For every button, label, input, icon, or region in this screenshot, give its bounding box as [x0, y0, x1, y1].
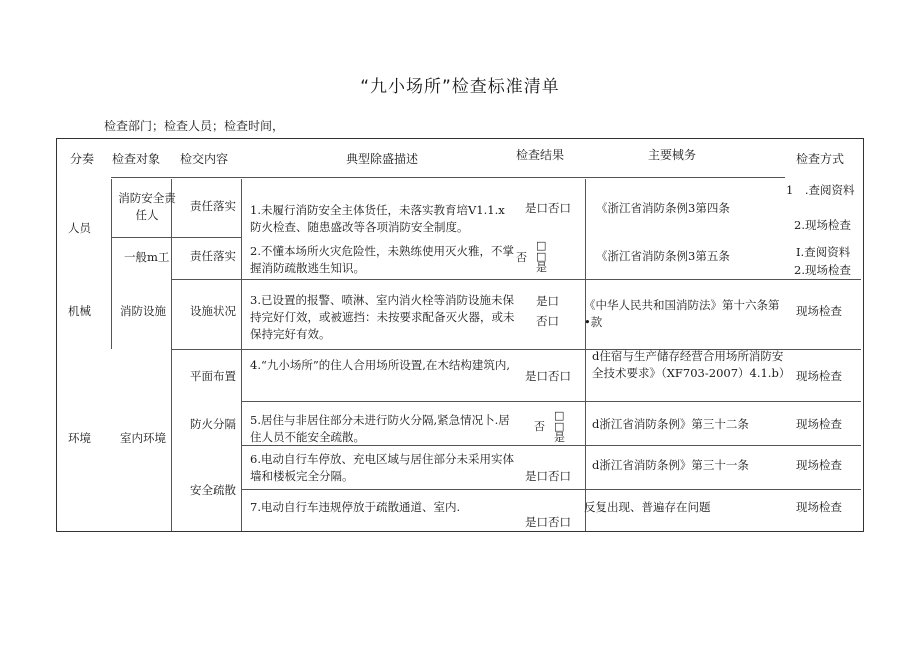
- result-2-box-b[interactable]: □: [536, 250, 547, 263]
- header-law: 主要棫务: [648, 148, 697, 162]
- col-rule: [585, 179, 586, 531]
- header-method: 检查方式: [796, 152, 845, 166]
- method-2b: 2.现场检查: [794, 263, 851, 277]
- category-people: 人员: [68, 221, 91, 235]
- method-1b: 2.现场检查: [794, 218, 851, 232]
- object-staff: 一般m工: [124, 250, 170, 264]
- result-6-checkbox[interactable]: 是口否口: [525, 469, 571, 483]
- desc-7: 7.电动自行车违规停放于疏散通道、室内.: [250, 500, 461, 514]
- result-5-no[interactable]: 否: [534, 420, 545, 433]
- page-title: “九小场所”检查标准清单: [360, 77, 560, 97]
- header-result: 检查结果: [516, 148, 565, 162]
- method-6: 现场检查: [796, 458, 842, 472]
- row-rule: [171, 237, 241, 238]
- object-indoor-env: 室内环境: [120, 431, 166, 445]
- law-7: 反复出现、普遍存在问题: [584, 500, 711, 514]
- row-rule: [241, 279, 861, 280]
- law-5: d浙江省消防条例》第三十二条: [592, 417, 749, 431]
- law-4: d住宿与生产储存经营合用场所消防安全技术要求》（XF703-2007）4.1.b）: [592, 349, 791, 380]
- object-fire-facilities: 消防设施: [120, 304, 166, 318]
- content-fire-separation: 防火分隔: [190, 417, 236, 431]
- row-rule: [241, 401, 861, 402]
- law-2: 《浙江省消防条例3第五条: [596, 249, 730, 263]
- content-layout: 平面布置: [190, 369, 236, 383]
- header-rule-law: [585, 177, 785, 178]
- col-rule: [241, 179, 242, 531]
- law-1: 《浙江省消防条例3第四条: [596, 201, 730, 215]
- desc-5: 5.居住与非居住部分未进行防火分隔,紧急情况卜.居住人员不能安全疏散。: [250, 413, 510, 444]
- desc-4: 4.“九小场所”的住人合用场所设置,在木结构建筑内,: [250, 358, 511, 372]
- category-machine: 机械: [68, 304, 91, 318]
- desc-2: 2.不懂本场所火灾危险性，未熟练使用灭火雅，不掌握消防疏散逃生知识。: [250, 244, 514, 275]
- result-2-no[interactable]: 否: [516, 251, 527, 264]
- method-2a: I.查阅资料: [796, 245, 851, 259]
- method-5: 现场检查: [796, 417, 842, 431]
- result-7-checkbox[interactable]: 是口否口: [525, 515, 571, 529]
- result-1-checkbox[interactable]: 是口否口: [525, 201, 571, 215]
- content-responsibility-1: 责任落实: [190, 199, 236, 213]
- header-category: 分奏: [70, 152, 95, 166]
- result-5-box-a[interactable]: □: [554, 409, 565, 422]
- col-rule: [111, 179, 112, 349]
- law-6: d浙江省消防条例》第三十一条: [592, 458, 749, 472]
- content-facility-status: 设施状况: [190, 304, 236, 318]
- method-7: 现场检查: [796, 500, 842, 514]
- method-3: 现场检查: [796, 304, 842, 318]
- content-evacuation: 安全疏散: [190, 483, 236, 497]
- header-description: 典型除盛描述: [346, 152, 419, 166]
- desc-3: 3.已设置的报警、喷淋、室内消火栓等消防设施未保持完好仃效，或被遮挡：未按要求配备灭火器，或未保持完好有效。: [250, 293, 515, 341]
- result-4-checkbox[interactable]: 是口否口: [525, 369, 571, 383]
- object-safety-officer: 消防安全责任人: [118, 191, 176, 222]
- content-responsibility-2: 责任落实: [190, 249, 236, 263]
- header-object: 检查对象: [112, 152, 161, 166]
- result-2-yes[interactable]: 是: [536, 261, 547, 274]
- row-rule: [171, 279, 241, 280]
- result-3-no[interactable]: 否口: [536, 314, 559, 328]
- desc-6: 6.电动自行车停放、充电区域与居住部分未采用实体墙和楼板完全分隔。: [250, 452, 514, 483]
- inspection-meta: 检查部门；检查人员；检查时间，: [104, 119, 285, 133]
- row-rule: [241, 489, 861, 490]
- result-5-yes[interactable]: 是: [554, 431, 565, 444]
- header-rule: [111, 177, 617, 178]
- category-environment: 环境: [68, 431, 91, 445]
- desc-1: 1.未履行消防安全主体货任，未落实教育培V1.1.x防火检查、随患盛改等各项消防安全制度。: [250, 203, 505, 234]
- result-5-box-b[interactable]: □: [554, 420, 565, 433]
- col-rule: [171, 179, 172, 531]
- method-1a: 1 .查阅资料: [786, 183, 855, 197]
- method-4: 现场检查: [796, 369, 842, 383]
- result-2-box-a[interactable]: □: [536, 239, 547, 252]
- row-rule: [111, 237, 171, 238]
- header-content: 检交内容: [180, 152, 229, 166]
- result-3-yes[interactable]: 是口: [536, 294, 559, 308]
- law-3: 《中华人民共和国消防法》第十六条第•款: [584, 298, 780, 329]
